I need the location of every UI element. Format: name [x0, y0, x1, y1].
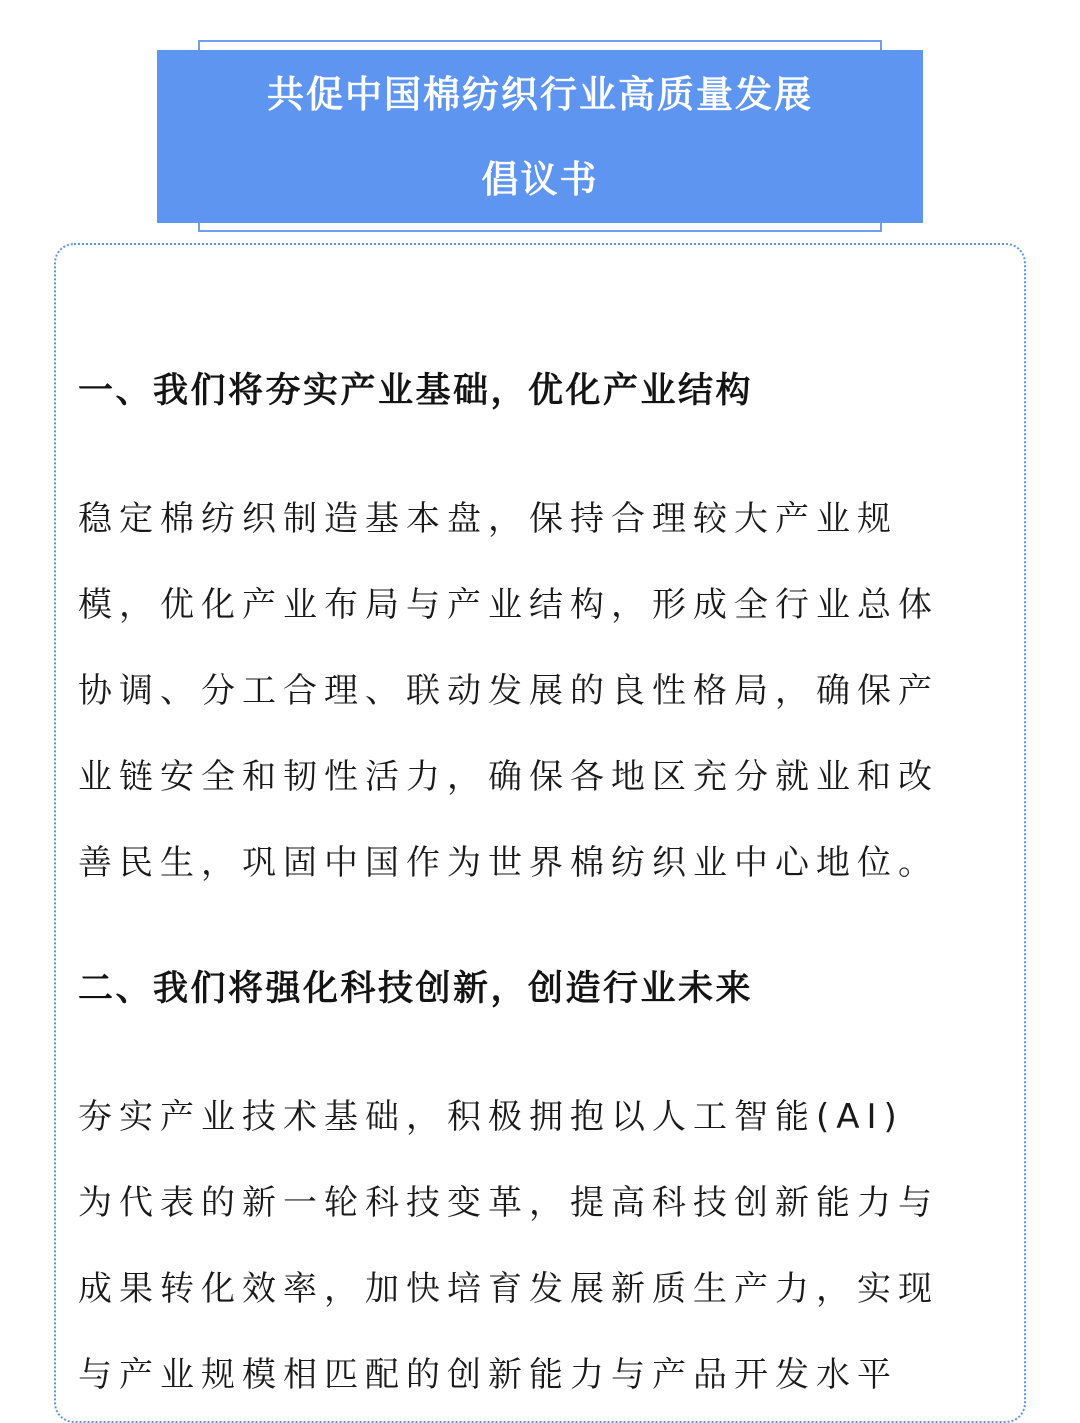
paragraph-line: 为代表的新一轮科技变革，提高科技创新能力与 — [78, 1183, 939, 1223]
section-2-heading: 二、我们将强化科技创新，创造行业未来 — [78, 969, 754, 1009]
title-banner — [157, 50, 923, 223]
paragraph-line: 协调、分工合理、联动发展的良性格局，确保产 — [78, 671, 939, 711]
paragraph-line: 模，优化产业布局与产业结构，形成全行业总体 — [78, 585, 939, 625]
section-1-heading: 一、我们将夯实产业基础，优化产业结构 — [78, 371, 754, 411]
paragraph-line: 善民生，巩固中国作为世界棉纺织业中心地位。 — [78, 843, 939, 883]
section-2-paragraph — [78, 1074, 1003, 1418]
paragraph-line: 与产业规模相匹配的创新能力与产品开发水平 — [78, 1355, 898, 1395]
document-subtitle: 倡议书 — [481, 158, 599, 201]
paragraph-line: 稳定棉纺织制造基本盘，保持合理较大产业规 — [78, 499, 898, 539]
section-1-paragraph — [78, 476, 1003, 906]
paragraph-line: 成果转化效率，加快培育发展新质生产力，实现 — [78, 1269, 939, 1309]
paragraph-line: 夯实产业技术基础，积极拥抱以人工智能(AI) — [78, 1097, 904, 1137]
document-title: 共促中国棉纺织行业高质量发展 — [267, 73, 813, 116]
paragraph-line: 业链安全和韧性活力，确保各地区充分就业和改 — [78, 757, 939, 797]
